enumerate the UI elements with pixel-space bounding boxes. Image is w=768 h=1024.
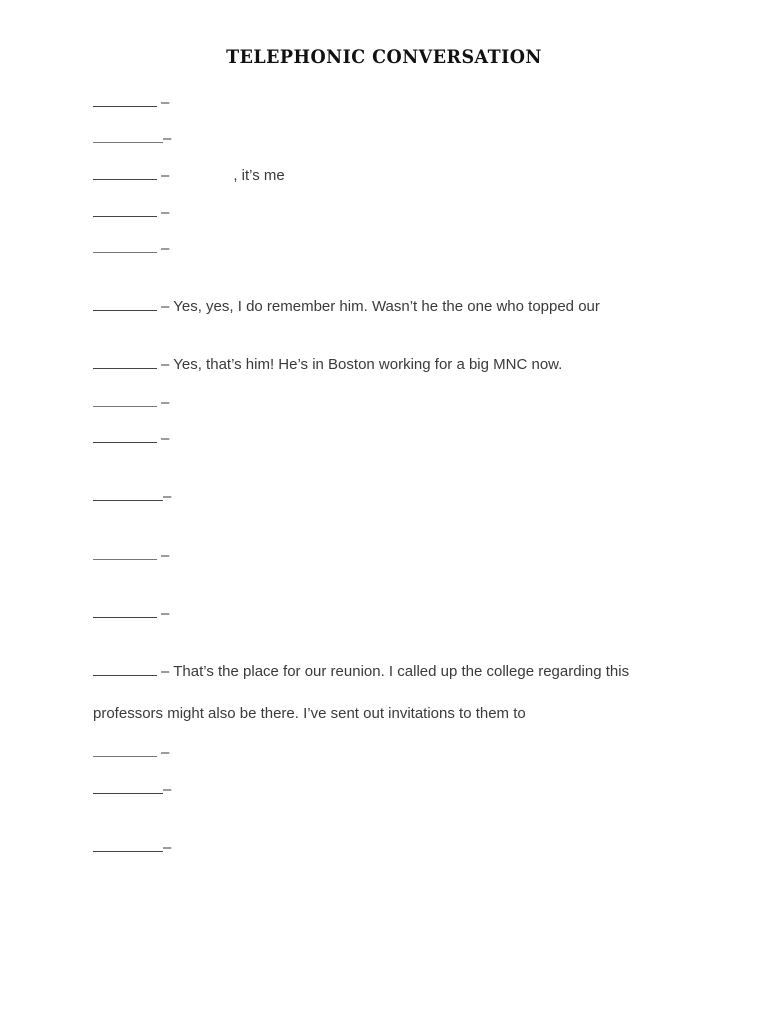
speaker-blank[interactable]: [93, 296, 157, 311]
line-text: , it’s me: [233, 167, 285, 184]
speaker-blank[interactable]: [93, 742, 157, 757]
dash: –: [161, 430, 170, 447]
dialogue-line-10: [93, 486, 171, 506]
speaker-blank[interactable]: [93, 392, 157, 407]
speaker-blank[interactable]: [93, 837, 163, 852]
dash: –: [161, 744, 170, 761]
dash: –: [163, 130, 172, 147]
dialogue-line-7: [93, 354, 562, 374]
dash: –: [161, 167, 170, 184]
dialogue-line-9: [93, 428, 169, 448]
dialogue-line-4: [93, 202, 169, 222]
speaker-blank[interactable]: [93, 238, 157, 253]
dash: –: [163, 781, 172, 798]
dialogue-line-13: [93, 661, 629, 681]
dialogue-line-12: [93, 603, 169, 623]
dash: –: [163, 839, 172, 856]
page-title: TELEPHONIC CONVERSATION: [226, 46, 542, 68]
speaker-blank[interactable]: [93, 128, 163, 143]
speaker-blank[interactable]: [93, 545, 157, 560]
dash: –: [161, 663, 170, 680]
dash: –: [161, 605, 170, 622]
dialogue-line-11: [93, 545, 169, 565]
dash: –: [161, 356, 170, 373]
speaker-blank[interactable]: [93, 428, 157, 443]
dialogue-line-2: [93, 128, 171, 148]
speaker-blank[interactable]: [93, 354, 157, 369]
dialogue-line-8: [93, 392, 169, 412]
line-text: Yes, yes, I do remember him. Wasn’t he the one who topped our: [173, 298, 600, 315]
dialogue-continuation: professors might also be there. I’ve sent out invitations to them to: [93, 705, 526, 722]
speaker-blank[interactable]: [93, 779, 163, 794]
dash: –: [161, 547, 170, 564]
dialogue-line-16: [93, 779, 171, 799]
dialogue-line-3: [93, 165, 285, 185]
dash: –: [161, 298, 170, 315]
speaker-blank[interactable]: [93, 165, 157, 180]
dialogue-line-15: [93, 742, 169, 762]
line-text: Yes, that’s him! He’s in Boston working for a big MNC now.: [173, 356, 563, 373]
dialogue-line-1: [93, 92, 169, 112]
dialogue-line-6: [93, 296, 600, 316]
dash: –: [161, 204, 170, 221]
dash: –: [161, 394, 170, 411]
dialogue-line-17: [93, 837, 171, 857]
speaker-blank[interactable]: [93, 603, 157, 618]
dash: –: [163, 488, 172, 505]
dash: –: [161, 94, 170, 111]
dialogue-line-5: [93, 238, 169, 258]
speaker-blank[interactable]: [93, 661, 157, 676]
dash: –: [161, 240, 170, 257]
line-text: That’s the place for our reunion. I called up the college regarding this: [173, 663, 630, 680]
speaker-blank[interactable]: [93, 202, 157, 217]
speaker-blank[interactable]: [93, 92, 157, 107]
speaker-blank[interactable]: [93, 486, 163, 501]
